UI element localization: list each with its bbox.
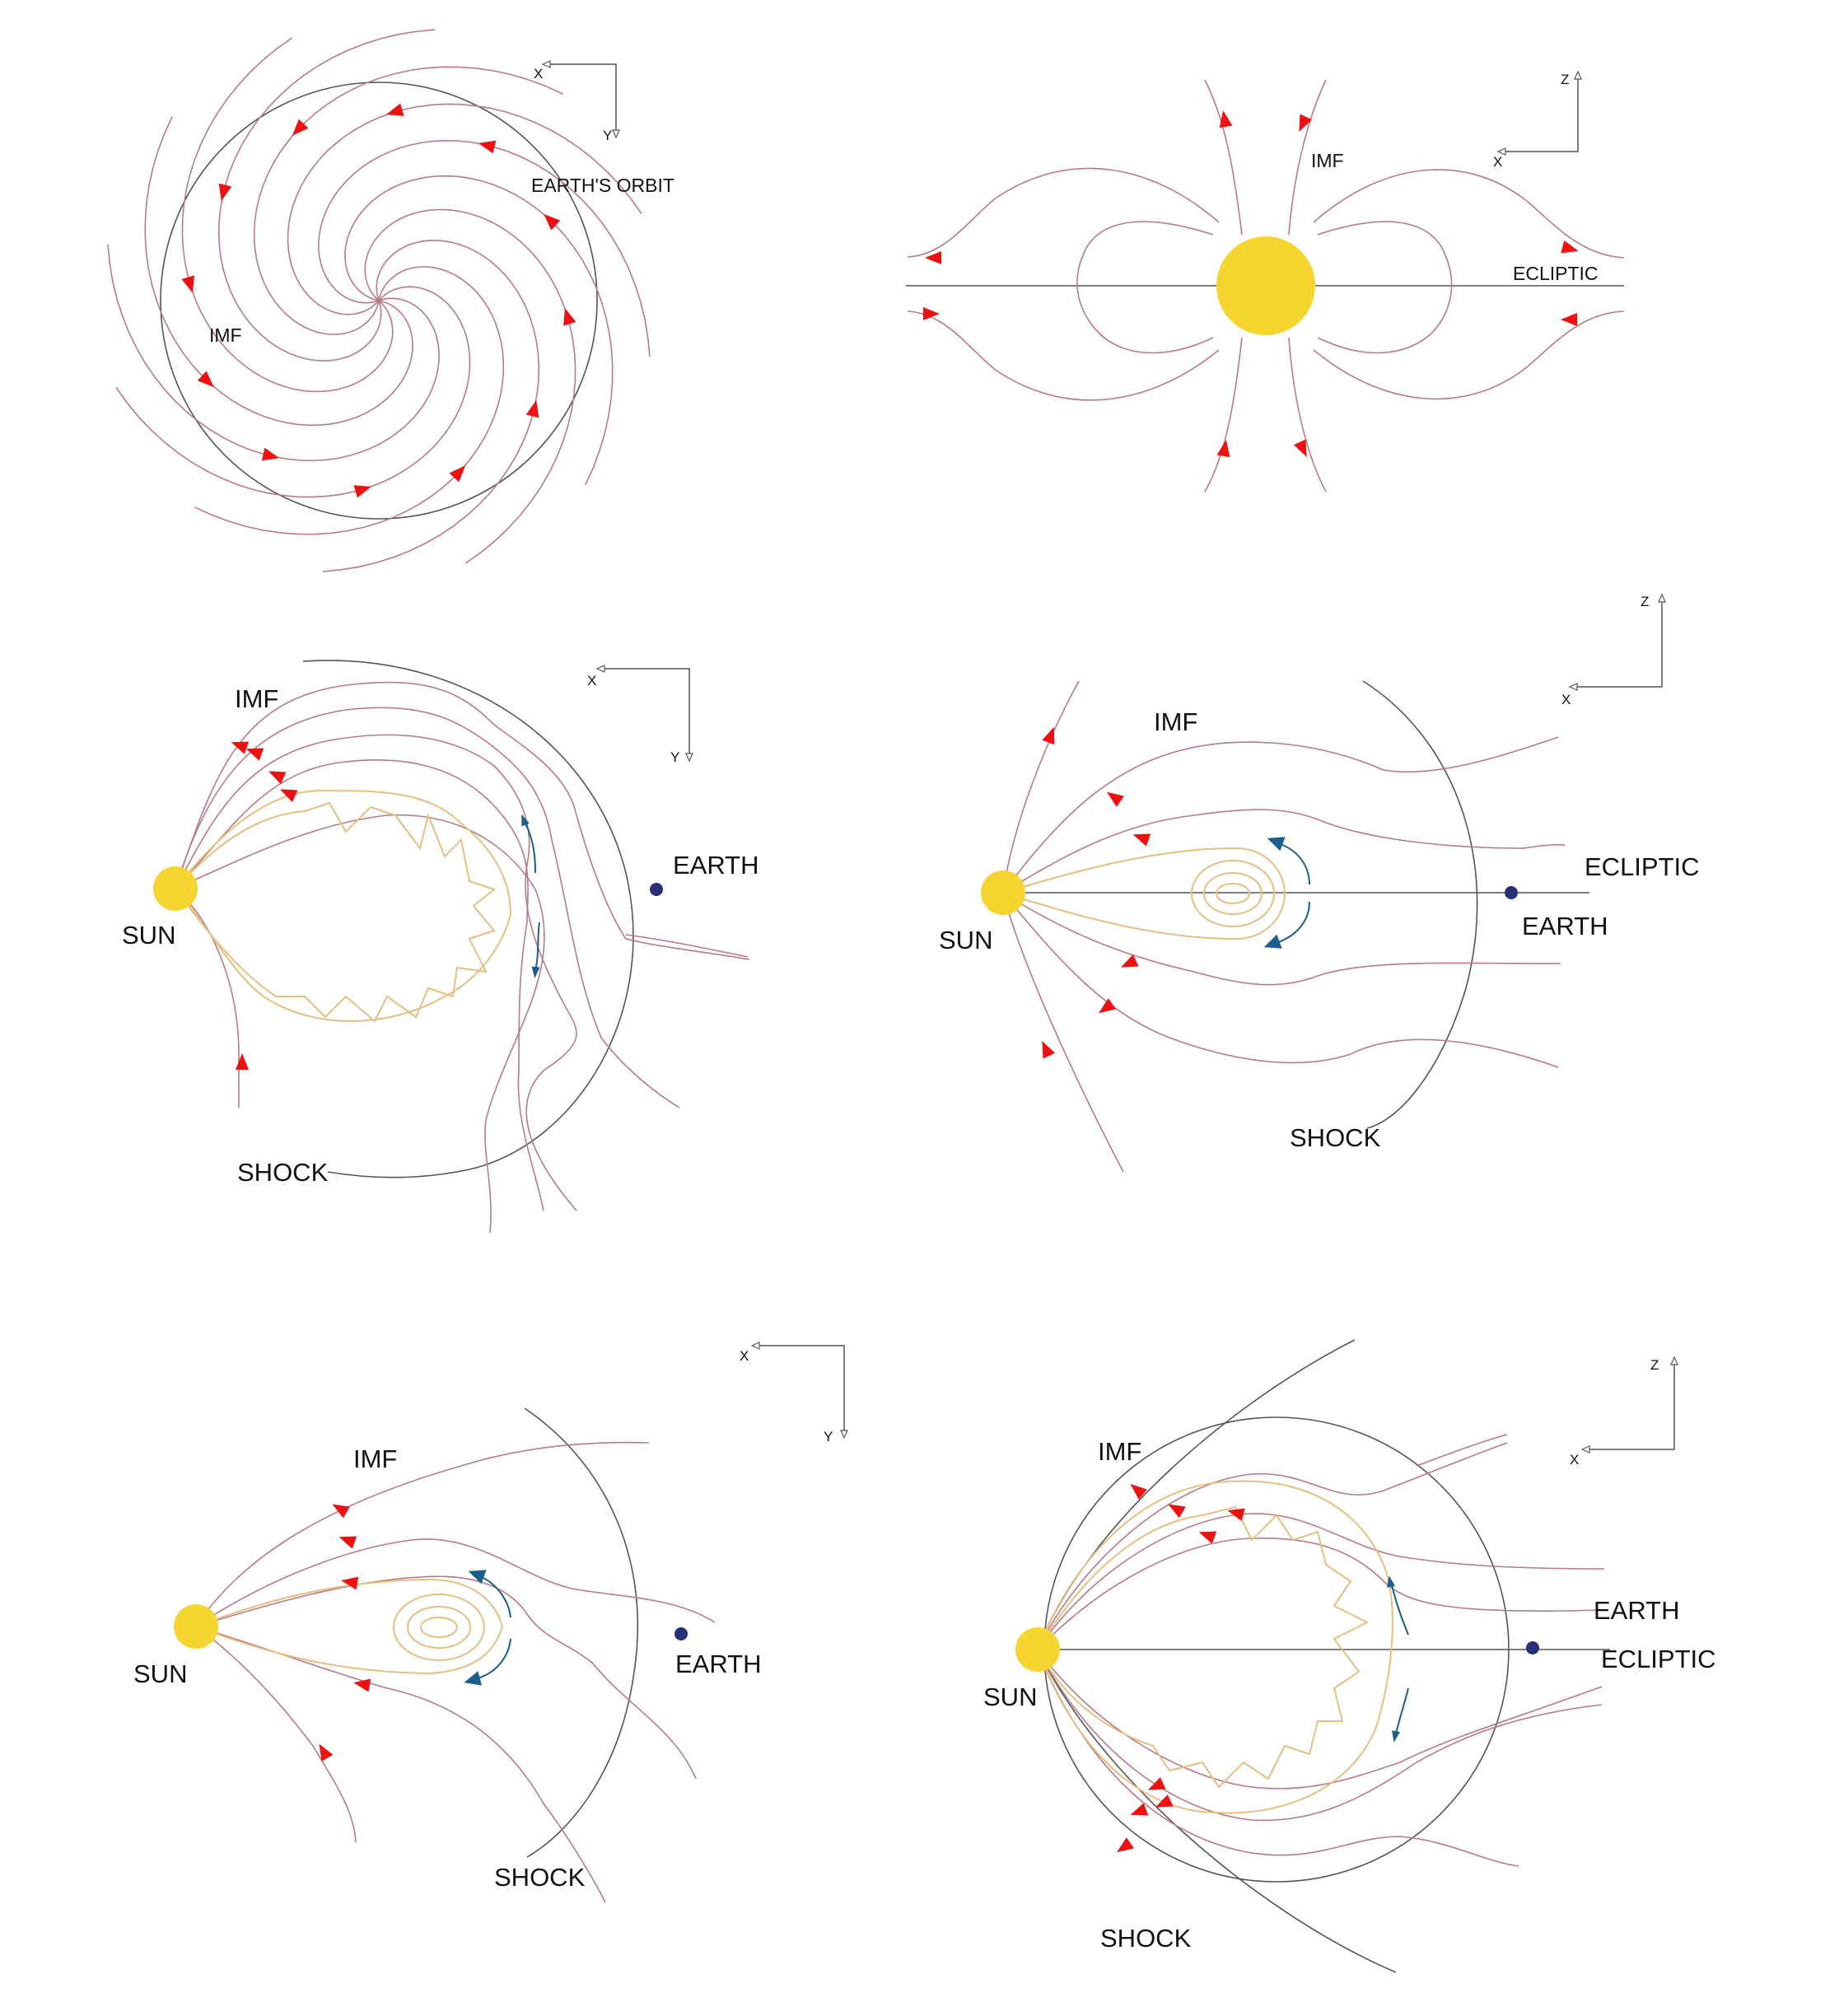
label-sun: SUN: [983, 1682, 1038, 1711]
axis-label-v: Y: [670, 749, 680, 765]
label-earth: EARTH: [1594, 1596, 1680, 1625]
sun-disk: [174, 1604, 218, 1649]
sun-disk: [981, 870, 1025, 915]
label-shock: SHOCK: [494, 1863, 586, 1892]
label-shock: SHOCK: [237, 1158, 329, 1187]
label-imf: IMF: [1154, 707, 1198, 736]
sun-disk: [1216, 236, 1315, 335]
axis-label-v: Z: [1561, 72, 1570, 87]
label-earths-orbit: EARTH'S ORBIT: [531, 175, 674, 196]
label-ecliptic: ECLIPTIC: [1585, 852, 1700, 881]
sun-disk: [1015, 1627, 1060, 1672]
earth-dot: [650, 883, 663, 896]
label-ecliptic: ECLIPTIC: [1601, 1645, 1716, 1673]
axis-label-v: Y: [603, 128, 613, 143]
label-shock: SHOCK: [1100, 1924, 1192, 1953]
label-imf: IMF: [1098, 1437, 1142, 1466]
label-sun: SUN: [122, 921, 176, 950]
earth-dot: [1505, 886, 1518, 899]
earth-dot: [674, 1627, 688, 1640]
axis-label-v: Z: [1641, 594, 1650, 609]
label-imf: IMF: [1311, 150, 1344, 171]
label-imf: IMF: [353, 1444, 398, 1473]
label-sun: SUN: [939, 926, 993, 954]
axis-label-v: Y: [824, 1429, 833, 1444]
earth-dot: [1526, 1641, 1539, 1654]
sun-disk: [153, 866, 198, 911]
label-imf: IMF: [209, 324, 242, 346]
axis-label-v: Z: [1650, 1357, 1659, 1373]
axis-label-x: X: [1561, 692, 1571, 707]
axis-label-x: X: [1493, 154, 1503, 170]
label-earth: EARTH: [1522, 912, 1608, 940]
label-imf: IMF: [235, 684, 279, 713]
label-sun: SUN: [133, 1659, 188, 1688]
axis-label-x: X: [587, 673, 597, 688]
axis-label-x: X: [740, 1348, 749, 1364]
label-earth: EARTH: [673, 851, 759, 880]
axis-label-x: X: [1570, 1452, 1580, 1468]
label-shock: SHOCK: [1290, 1123, 1381, 1152]
axis-label-x: X: [534, 66, 544, 82]
label-earth: EARTH: [675, 1650, 762, 1678]
label-ecliptic: ECLIPTIC: [1513, 263, 1599, 284]
